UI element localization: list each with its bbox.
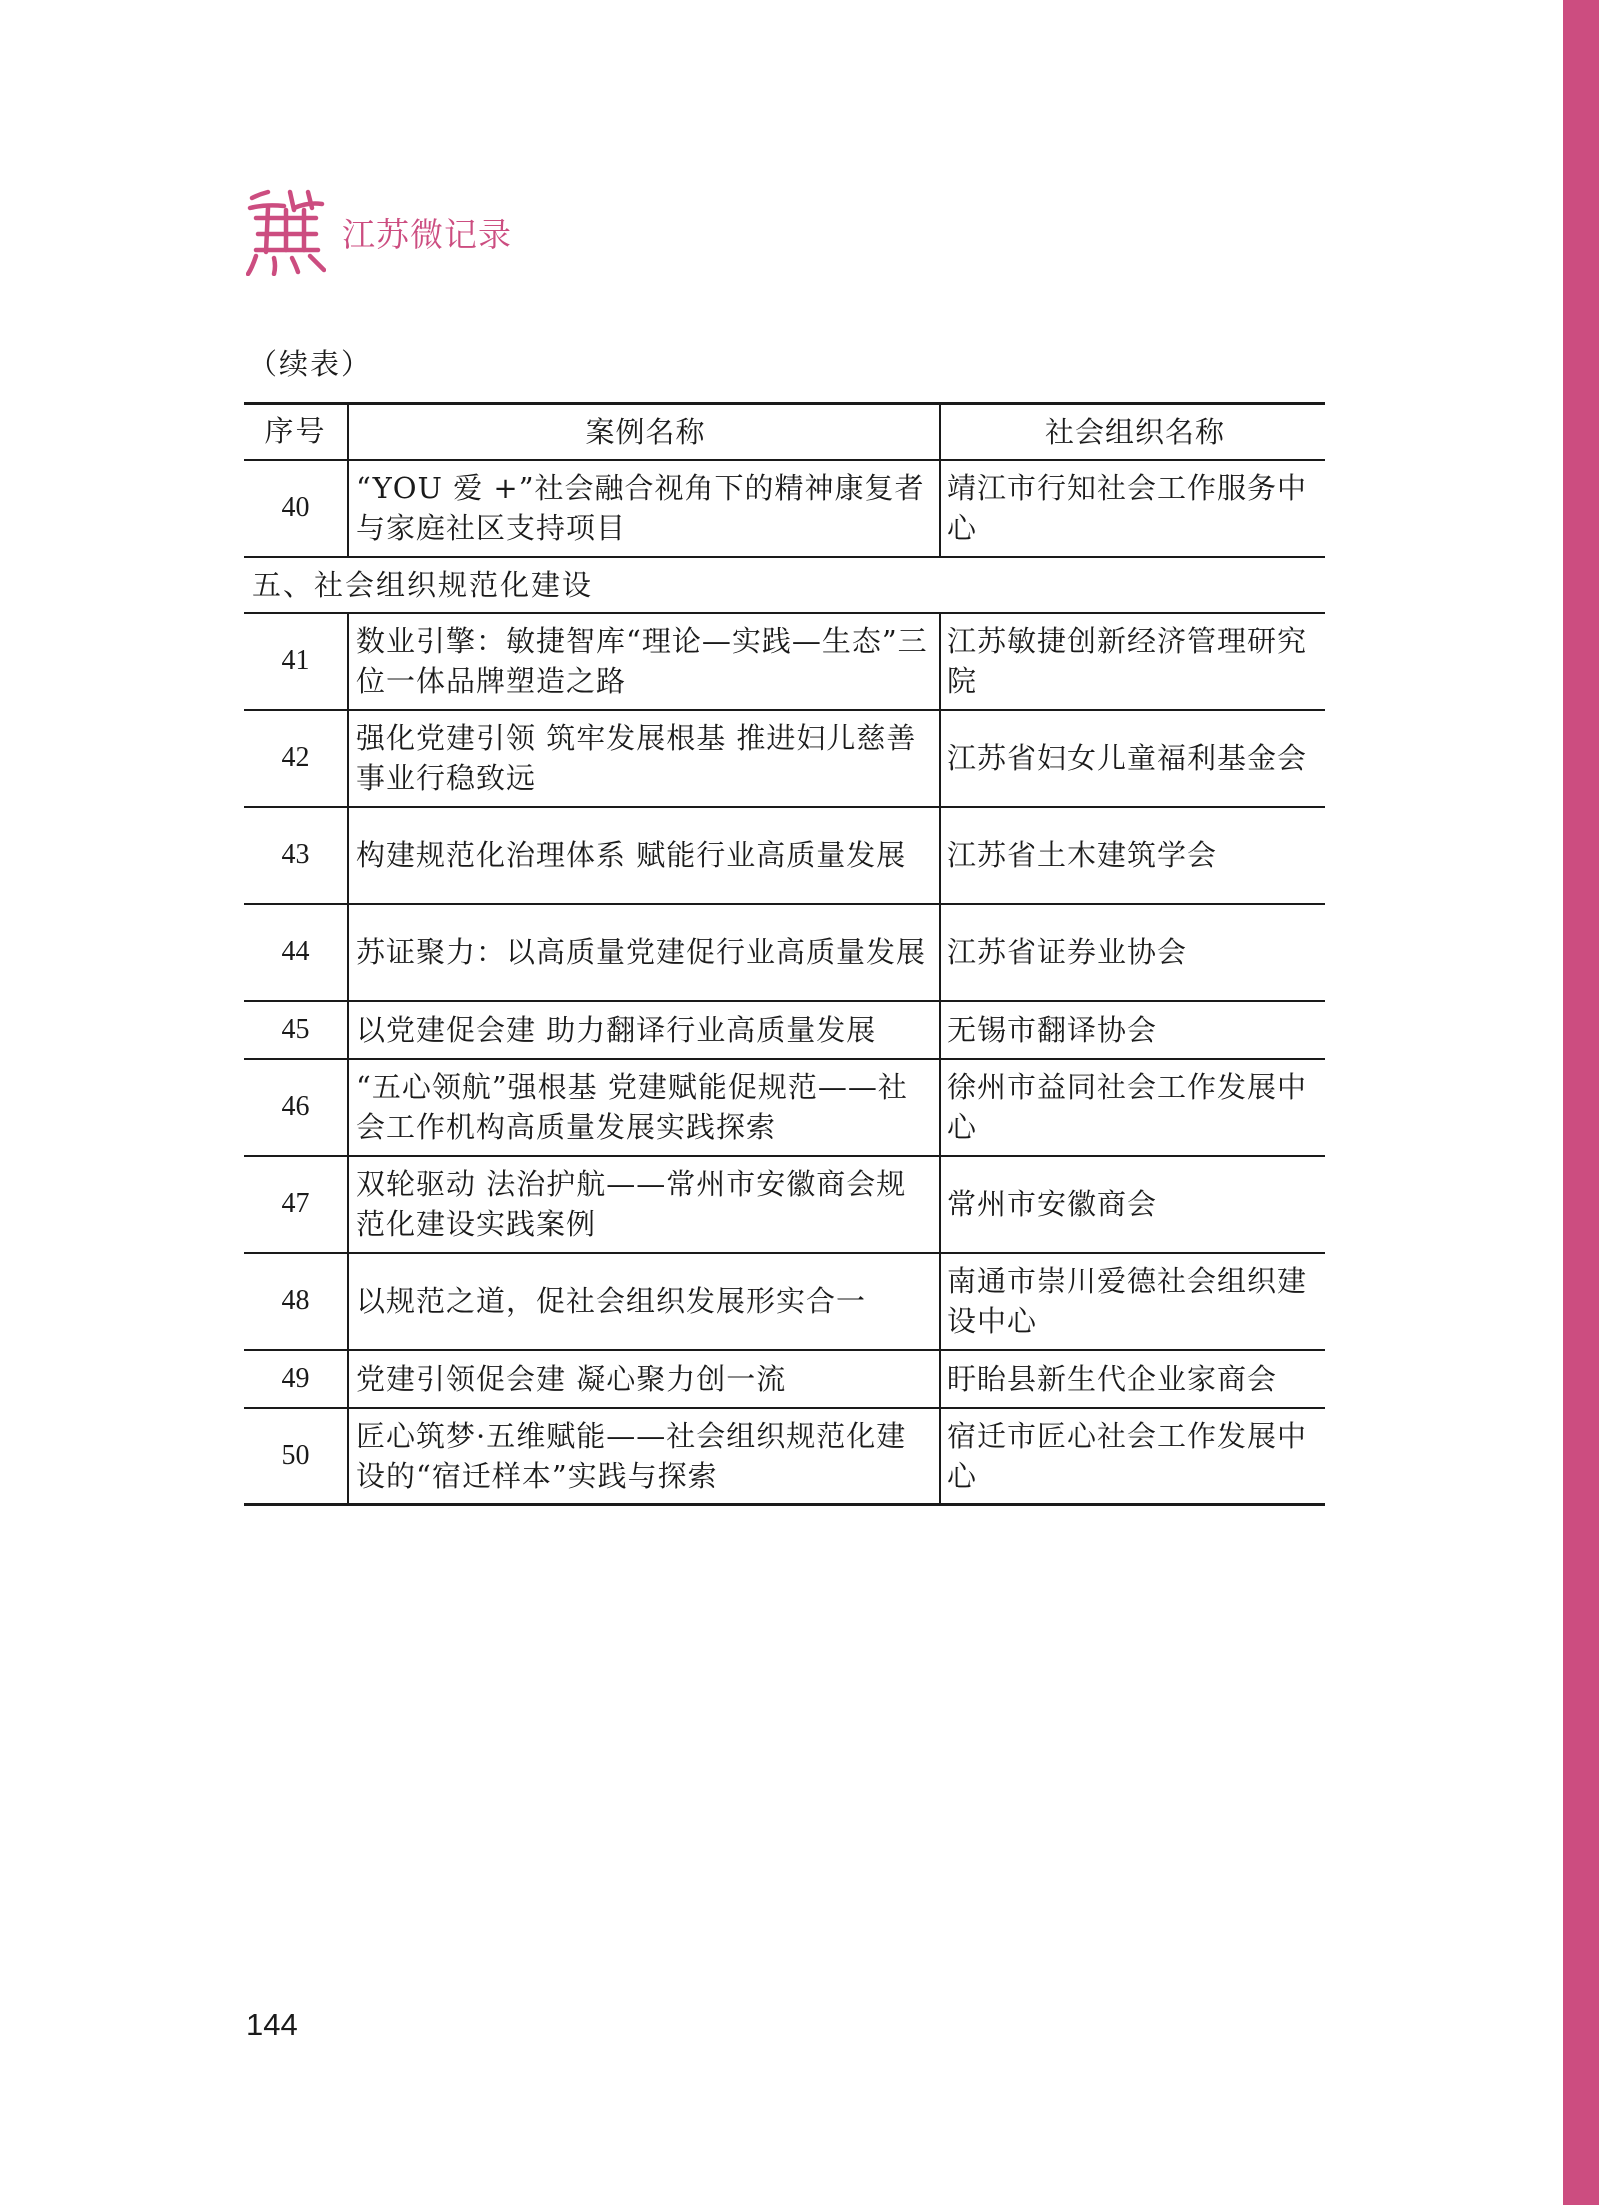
case-name: 苏证聚力：以高质量党建促行业高质量发展 — [348, 904, 940, 1001]
table-row — [244, 613, 1325, 710]
organization-name: 南通市崇川爱德社会组织建设中心 — [940, 1253, 1325, 1350]
row-number: 46 — [244, 1059, 348, 1156]
row-number: 40 — [244, 460, 348, 557]
cases-table — [244, 402, 1325, 1506]
organization-name: 无锡市翻译协会 — [940, 1001, 1325, 1059]
table-row — [244, 807, 1325, 904]
organization-name: 宿迁市匠心社会工作发展中心 — [940, 1408, 1325, 1505]
section-heading-row — [244, 557, 1325, 613]
row-number: 44 — [244, 904, 348, 1001]
emblem-icon — [246, 188, 326, 276]
case-name: 数业引擎：敏捷智库“理论—实践—生态”三位一体品牌塑造之路 — [348, 613, 940, 710]
organization-name: 江苏敏捷创新经济管理研究院 — [940, 613, 1325, 710]
table-row — [244, 710, 1325, 807]
page-header — [246, 188, 512, 276]
table-row — [244, 904, 1325, 1001]
table-row — [244, 1408, 1325, 1505]
row-number: 49 — [244, 1350, 348, 1408]
organization-name: 靖江市行知社会工作服务中心 — [940, 460, 1325, 557]
row-number: 45 — [244, 1001, 348, 1059]
case-name: 双轮驱动 法治护航——常州市安徽商会规范化建设实践案例 — [348, 1156, 940, 1253]
header-title: 江苏微记录 — [342, 214, 512, 254]
case-name: 匠心筑梦·五维赋能——社会组织规范化建设的“宿迁样本”实践与探索 — [348, 1408, 940, 1505]
row-number: 42 — [244, 710, 348, 807]
case-name: “YOU 爱 +”社会融合视角下的精神康复者与家庭社区支持项目 — [348, 460, 940, 557]
table-row — [244, 1253, 1325, 1350]
table-row — [244, 1156, 1325, 1253]
side-color-band — [1563, 0, 1599, 2205]
case-name: 以党建促会建 助力翻译行业高质量发展 — [348, 1001, 940, 1059]
case-name: 以规范之道，促社会组织发展形实合一 — [348, 1253, 940, 1350]
section-heading: 五、社会组织规范化建设 — [244, 557, 1325, 613]
organization-name: 徐州市益同社会工作发展中心 — [940, 1059, 1325, 1156]
continued-table-label: （续表） — [248, 347, 373, 381]
row-number: 43 — [244, 807, 348, 904]
case-name: 强化党建引领 筑牢发展根基 推进妇儿慈善事业行稳致远 — [348, 710, 940, 807]
case-name: 构建规范化治理体系 赋能行业高质量发展 — [348, 807, 940, 904]
case-name: 党建引领促会建 凝心聚力创一流 — [348, 1350, 940, 1408]
row-number: 50 — [244, 1408, 348, 1505]
table-header-row — [244, 404, 1325, 460]
column-header-organization: 社会组织名称 — [940, 404, 1325, 460]
column-header-case-name: 案例名称 — [348, 404, 940, 460]
organization-name: 江苏省证券业协会 — [940, 904, 1325, 1001]
table-row — [244, 1001, 1325, 1059]
column-header-number: 序号 — [244, 404, 348, 460]
row-number: 48 — [244, 1253, 348, 1350]
organization-name: 常州市安徽商会 — [940, 1156, 1325, 1253]
table-row — [244, 460, 1325, 557]
row-number: 47 — [244, 1156, 348, 1253]
case-name: “五心领航”强根基 党建赋能促规范——社会工作机构高质量发展实践探索 — [348, 1059, 940, 1156]
table-row — [244, 1350, 1325, 1408]
row-number: 41 — [244, 613, 348, 710]
organization-name: 江苏省土木建筑学会 — [940, 807, 1325, 904]
table-row — [244, 1059, 1325, 1156]
organization-name: 盱眙县新生代企业家商会 — [940, 1350, 1325, 1408]
organization-name: 江苏省妇女儿童福利基金会 — [940, 710, 1325, 807]
page-number: 144 — [246, 2007, 298, 2042]
